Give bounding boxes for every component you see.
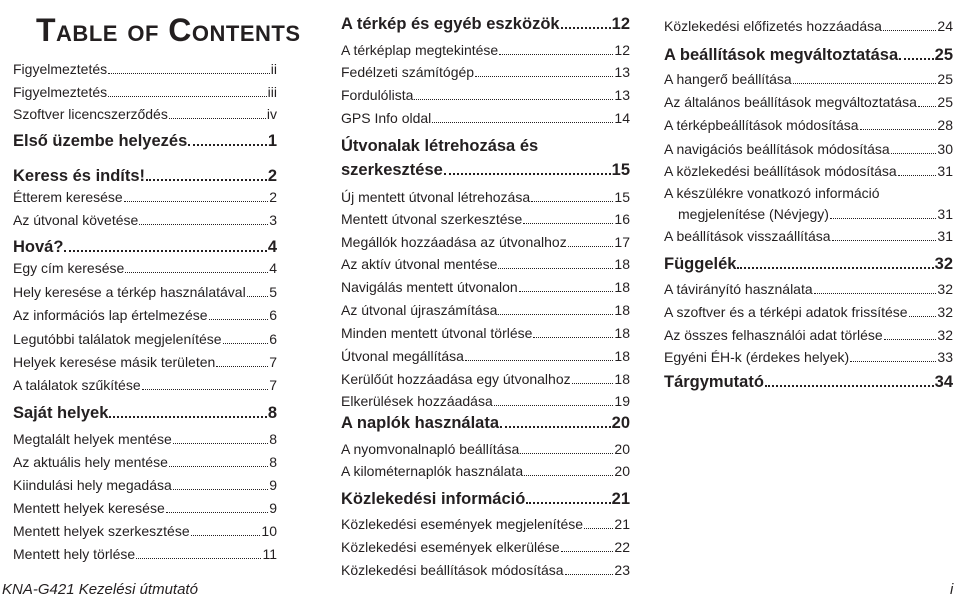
toc-page-number: 12 bbox=[614, 42, 630, 58]
toc-entry-title: A térképlap megtekintése bbox=[341, 42, 499, 58]
dot-leader bbox=[523, 223, 613, 224]
toc-page-number: 24 bbox=[937, 18, 953, 34]
dot-leader bbox=[883, 30, 937, 31]
toc-entry-title: Mentett helyek szerkesztése bbox=[13, 523, 190, 539]
toc-entry-title: Az összes felhasználói adat törlése bbox=[664, 327, 883, 343]
toc-page-number: 20 bbox=[614, 441, 630, 457]
toc-page-number: 20 bbox=[611, 414, 630, 432]
toc-page-number: 20 bbox=[614, 463, 630, 479]
dot-leader bbox=[884, 339, 937, 340]
toc-entry-title: Új mentett útvonal létrehozása bbox=[341, 189, 531, 205]
dot-leader bbox=[166, 512, 268, 513]
dot-leader bbox=[526, 502, 610, 504]
toc-section-entry[interactable] bbox=[13, 307, 277, 324]
toc-entry-title: Legutóbbi találatok megjelenítése bbox=[13, 331, 222, 347]
toc-entry-title: Közlekedési információ bbox=[341, 490, 526, 508]
toc-page-number: 21 bbox=[614, 516, 630, 532]
toc-section-entry[interactable] bbox=[664, 163, 953, 180]
toc-entry-title: A navigációs beállítások módosítása bbox=[664, 141, 890, 157]
footer-manual-title: KNA-G421 Kezelési útmutató bbox=[2, 581, 198, 598]
toc-page-number: 9 bbox=[269, 477, 277, 493]
toc-section-entry[interactable] bbox=[341, 87, 630, 104]
toc-section-entry[interactable] bbox=[13, 284, 277, 301]
toc-page-number: 31 bbox=[937, 228, 953, 244]
toc-entry-title: Kerülőút hozzáadása egy útvonalhoz bbox=[341, 371, 571, 387]
dot-leader bbox=[524, 475, 613, 476]
toc-section-entry[interactable] bbox=[341, 302, 630, 319]
toc-section-entry[interactable] bbox=[341, 393, 630, 410]
toc-page-number: 33 bbox=[937, 349, 953, 365]
toc-section-entry[interactable] bbox=[13, 500, 277, 517]
dot-leader bbox=[584, 528, 613, 529]
toc-page-number: ii bbox=[270, 61, 277, 77]
toc-section-entry[interactable] bbox=[13, 212, 277, 229]
toc-section-entry[interactable] bbox=[341, 211, 630, 228]
dot-leader bbox=[173, 489, 268, 490]
toc-entry-title: Helyek keresése másik területen bbox=[13, 354, 216, 370]
dot-leader bbox=[475, 76, 613, 77]
toc-section-entry[interactable] bbox=[13, 260, 277, 277]
toc-section-entry[interactable] bbox=[13, 454, 277, 471]
toc-entry-title: A közlekedési beállítások módosítása bbox=[664, 163, 897, 179]
dot-leader bbox=[139, 224, 268, 225]
toc-entry-title: Minden mentett útvonal törlése bbox=[341, 325, 533, 341]
toc-entry-title: A beállítások megváltoztatása bbox=[664, 46, 899, 64]
toc-page-number: 11 bbox=[262, 546, 277, 562]
toc-page-number: 32 bbox=[937, 327, 953, 343]
dot-leader bbox=[444, 173, 611, 175]
toc-entry-title: Elkerülések hozzáadása bbox=[341, 393, 493, 409]
dot-leader bbox=[499, 54, 613, 55]
dot-leader bbox=[209, 319, 269, 320]
toc-chapter-entry[interactable] bbox=[13, 238, 277, 257]
toc-page-number: 30 bbox=[937, 141, 953, 157]
toc-page-number: 12 bbox=[611, 15, 630, 33]
toc-page-number: 18 bbox=[614, 325, 630, 341]
toc-section-entry[interactable] bbox=[341, 110, 630, 127]
toc-section-entry[interactable] bbox=[341, 256, 630, 273]
toc-section-entry[interactable] bbox=[341, 189, 630, 206]
toc-page-number: 18 bbox=[614, 302, 630, 318]
toc-entry-title: Keress és indíts! bbox=[13, 167, 146, 185]
toc-chapter-entry[interactable] bbox=[13, 404, 277, 423]
toc-entry-title: megjelenítése (Névjegy) bbox=[678, 206, 829, 222]
toc-chapter-entry[interactable] bbox=[341, 161, 630, 180]
dot-leader bbox=[494, 405, 614, 406]
toc-entry-title: Figyelmeztetés bbox=[13, 84, 108, 100]
toc-page-number: 31 bbox=[937, 163, 953, 179]
toc-page-number: 1 bbox=[267, 132, 277, 150]
toc-page-number: 8 bbox=[269, 454, 277, 470]
toc-section-entry[interactable] bbox=[341, 539, 630, 556]
dot-leader bbox=[188, 144, 267, 146]
dot-leader bbox=[108, 96, 267, 97]
toc-entry-title: Egy cím keresése bbox=[13, 260, 125, 276]
toc-section-entry[interactable] bbox=[13, 354, 277, 371]
toc-entry-title: Az aktív útvonal mentése bbox=[341, 256, 498, 272]
toc-page-number: 22 bbox=[614, 539, 630, 555]
toc-page-number: 14 bbox=[614, 110, 630, 126]
dot-leader bbox=[737, 267, 933, 269]
toc-page-number: 32 bbox=[937, 281, 953, 297]
toc-entry-title: Mentett hely törlése bbox=[13, 546, 136, 562]
toc-entry-title: Kiindulási hely megadása bbox=[13, 477, 172, 493]
dot-leader bbox=[125, 272, 268, 273]
toc-section-entry[interactable] bbox=[341, 325, 630, 342]
dot-leader bbox=[109, 416, 266, 418]
toc-entry-title: Tárgymutató bbox=[664, 373, 764, 391]
toc-chapter-entry[interactable] bbox=[664, 255, 953, 274]
dot-leader bbox=[432, 122, 613, 123]
toc-entry-title: A naplók használata bbox=[341, 414, 500, 432]
toc-entry-title: Az általános beállítások megváltoztatása bbox=[664, 94, 917, 110]
dot-leader bbox=[146, 179, 267, 181]
toc-entry-title: A beállítások visszaállítása bbox=[664, 228, 831, 244]
toc-section-entry[interactable] bbox=[341, 441, 630, 458]
toc-entry-title: Az útvonal követése bbox=[13, 212, 139, 228]
toc-section-entry[interactable] bbox=[664, 94, 953, 111]
toc-section-entry[interactable] bbox=[664, 228, 953, 245]
toc-page-number: 31 bbox=[937, 206, 953, 222]
toc-entry-text[interactable]: A készülékre vonatkozó információ bbox=[664, 185, 880, 201]
toc-entry-title: A hangerő beállítása bbox=[664, 71, 792, 87]
toc-section-entry[interactable] bbox=[341, 562, 630, 579]
toc-page-number: 25 bbox=[937, 94, 953, 110]
toc-entry-title: Hová? bbox=[13, 238, 64, 256]
toc-chapter-entry[interactable] bbox=[13, 167, 277, 186]
toc-entry-title: Közlekedési események megjelenítése bbox=[341, 516, 584, 532]
dot-leader bbox=[572, 383, 614, 384]
toc-entry-title: Saját helyek bbox=[13, 404, 109, 422]
toc-entry-text[interactable]: Útvonalak létrehozása és bbox=[341, 137, 539, 155]
toc-page-number: iii bbox=[267, 84, 277, 100]
dot-leader bbox=[899, 58, 933, 60]
toc-page-number: 13 bbox=[614, 64, 630, 80]
dot-leader bbox=[465, 360, 613, 361]
dot-leader bbox=[832, 240, 937, 241]
dot-leader bbox=[520, 453, 613, 454]
toc-page-number: 23 bbox=[614, 562, 630, 578]
toc-entry-title: Navigálás mentett útvonalon bbox=[341, 279, 518, 295]
toc-entry-title: Fordulólista bbox=[341, 87, 414, 103]
toc-page-number: 21 bbox=[611, 490, 630, 508]
toc-section-entry[interactable] bbox=[13, 546, 277, 563]
toc-section-entry[interactable] bbox=[13, 431, 277, 448]
toc-section-entry[interactable] bbox=[664, 327, 953, 344]
toc-section-entry[interactable] bbox=[341, 279, 630, 296]
dot-leader bbox=[533, 337, 613, 338]
toc-entry-title: Fedélzeti számítógép bbox=[341, 64, 475, 80]
dot-leader bbox=[565, 574, 614, 575]
toc-page-number: 2 bbox=[267, 167, 277, 185]
toc-section-entry[interactable] bbox=[13, 106, 277, 123]
toc-page-number: 18 bbox=[614, 256, 630, 272]
toc-page-number: 4 bbox=[269, 260, 277, 276]
toc-entry-title: Hely keresése a térkép használatával bbox=[13, 284, 246, 300]
toc-entry-title: A nyomvonalnapló beállítása bbox=[341, 441, 520, 457]
dot-leader bbox=[169, 466, 268, 467]
dot-leader bbox=[142, 389, 269, 390]
toc-section-entry[interactable] bbox=[341, 463, 630, 480]
dot-leader bbox=[519, 291, 614, 292]
dot-leader bbox=[136, 558, 261, 559]
toc-page-number: 6 bbox=[269, 307, 277, 323]
toc-page-number: 15 bbox=[611, 161, 630, 179]
dot-leader bbox=[830, 218, 936, 219]
dot-leader bbox=[498, 268, 613, 269]
dot-leader bbox=[414, 99, 613, 100]
toc-entry-title: Az útvonal újraszámítása bbox=[341, 302, 498, 318]
toc-entry-title: Függelék bbox=[664, 255, 737, 273]
toc-page-number: 10 bbox=[261, 523, 277, 539]
toc-entry-title: Egyéni ÉH-k (érdekes helyek) bbox=[664, 349, 850, 365]
toc-chapter-entry[interactable] bbox=[341, 490, 630, 509]
dot-leader bbox=[909, 316, 937, 317]
dot-leader bbox=[860, 129, 937, 130]
toc-section-entry[interactable] bbox=[664, 18, 953, 35]
toc-page-number: 6 bbox=[269, 331, 277, 347]
dot-leader bbox=[561, 551, 614, 552]
toc-page-number: 7 bbox=[269, 377, 277, 393]
toc-page-number: 5 bbox=[269, 284, 277, 300]
toc-chapter-entry[interactable] bbox=[13, 132, 277, 151]
toc-section-entry[interactable] bbox=[664, 281, 953, 298]
toc-section-entry[interactable] bbox=[341, 371, 630, 388]
toc-chapter-entry[interactable] bbox=[664, 46, 953, 65]
toc-page-number: 16 bbox=[614, 211, 630, 227]
toc-page-number: 34 bbox=[934, 373, 953, 391]
dot-leader bbox=[898, 175, 937, 176]
toc-page-number: 25 bbox=[934, 46, 953, 64]
toc-page-number: 8 bbox=[269, 431, 277, 447]
toc-entry-title: szerkesztése bbox=[341, 161, 443, 179]
toc-page-number: 18 bbox=[614, 279, 630, 295]
toc-page-number: 17 bbox=[614, 234, 630, 250]
toc-section-entry[interactable] bbox=[341, 348, 630, 365]
toc-entry-title: Közlekedési beállítások módosítása bbox=[341, 562, 564, 578]
toc-chapter-entry[interactable] bbox=[341, 15, 630, 34]
toc-section-entry[interactable] bbox=[13, 61, 277, 78]
toc-page-number: 7 bbox=[269, 354, 277, 370]
dot-leader bbox=[918, 106, 936, 107]
toc-page-number: iv bbox=[266, 106, 277, 122]
toc-section-entry[interactable] bbox=[13, 523, 277, 540]
toc-section-entry[interactable] bbox=[341, 234, 630, 251]
toc-entry-title: A találatok szűkítése bbox=[13, 377, 141, 393]
toc-entry-title: Szoftver licencszerződés bbox=[13, 106, 168, 122]
toc-section-entry[interactable] bbox=[678, 206, 953, 223]
dot-leader bbox=[247, 296, 269, 297]
toc-page-number: 28 bbox=[937, 117, 953, 133]
toc-page-number: 2 bbox=[269, 189, 277, 205]
toc-page-number: 13 bbox=[614, 87, 630, 103]
toc-section-entry[interactable] bbox=[341, 42, 630, 59]
toc-page-number: 32 bbox=[937, 304, 953, 320]
dot-leader bbox=[191, 535, 261, 536]
toc-page-number: 8 bbox=[267, 404, 277, 422]
toc-entry-title: A szoftver és a térképi adatok frissítése bbox=[664, 304, 908, 320]
toc-section-entry[interactable] bbox=[664, 141, 953, 158]
dot-leader bbox=[223, 343, 269, 344]
toc-page-number: 18 bbox=[614, 371, 630, 387]
toc-entry-title: A kilométernaplók használata bbox=[341, 463, 524, 479]
dot-leader bbox=[814, 293, 937, 294]
dot-leader bbox=[500, 426, 611, 428]
toc-entry-title: Első üzembe helyezés bbox=[13, 132, 188, 150]
toc-entry-title: Az aktuális hely mentése bbox=[13, 454, 168, 470]
toc-entry-title: Megtalált helyek mentése bbox=[13, 431, 172, 447]
dot-leader bbox=[108, 73, 270, 74]
toc-section-entry[interactable] bbox=[13, 189, 277, 206]
toc-entry-title: A térképbeállítások módosítása bbox=[664, 117, 859, 133]
toc-entry-title: Mentett helyek keresése bbox=[13, 500, 165, 516]
dot-leader bbox=[568, 246, 614, 247]
toc-section-entry[interactable] bbox=[664, 349, 953, 366]
footer-page-number: i bbox=[950, 581, 954, 598]
toc-section-entry[interactable] bbox=[13, 377, 277, 394]
toc-entry-title: Figyelmeztetés bbox=[13, 61, 108, 77]
toc-entry-title: Útvonal megállítása bbox=[341, 348, 464, 364]
toc-section-entry[interactable] bbox=[13, 331, 277, 348]
toc-section-entry[interactable] bbox=[13, 477, 277, 494]
toc-section-entry[interactable] bbox=[664, 117, 953, 134]
dot-leader bbox=[765, 385, 934, 387]
toc-page-number: 4 bbox=[267, 238, 277, 256]
toc-section-entry[interactable] bbox=[13, 84, 277, 101]
toc-section-entry[interactable] bbox=[341, 64, 630, 81]
toc-page-number: 9 bbox=[269, 500, 277, 516]
dot-leader bbox=[531, 201, 613, 202]
dot-leader bbox=[891, 153, 937, 154]
toc-entry-title: GPS Info oldal bbox=[341, 110, 432, 126]
toc-title: Table of Contents bbox=[36, 12, 301, 48]
toc-entry-title: Étterem keresése bbox=[13, 189, 123, 205]
dot-leader bbox=[498, 314, 613, 315]
dot-leader bbox=[561, 27, 611, 29]
dot-leader bbox=[173, 443, 268, 444]
toc-page-number: 3 bbox=[269, 212, 277, 228]
toc-entry-title: A távirányító használata bbox=[664, 281, 813, 297]
toc-section-entry[interactable] bbox=[664, 304, 953, 321]
toc-entry-title: Közlekedési előfizetés hozzáadása bbox=[664, 18, 882, 34]
toc-entry-title: Közlekedési események elkerülése bbox=[341, 539, 560, 555]
toc-page-number: 32 bbox=[934, 255, 953, 273]
toc-section-entry[interactable] bbox=[341, 516, 630, 533]
dot-leader bbox=[216, 366, 268, 367]
toc-entry-title: A térkép és egyéb eszközök bbox=[341, 15, 560, 33]
dot-leader bbox=[793, 83, 937, 84]
toc-entry-title: Megállók hozzáadása az útvonalhoz bbox=[341, 234, 567, 250]
dot-leader bbox=[169, 118, 266, 119]
toc-page-number: 25 bbox=[937, 71, 953, 87]
toc-page-number: 19 bbox=[614, 393, 630, 409]
toc-chapter-entry[interactable] bbox=[664, 373, 953, 392]
toc-chapter-entry[interactable] bbox=[341, 414, 630, 433]
dot-leader bbox=[64, 250, 266, 252]
dot-leader bbox=[850, 361, 936, 362]
toc-entry-title: Az információs lap értelmezése bbox=[13, 307, 208, 323]
toc-section-entry[interactable] bbox=[664, 71, 953, 88]
toc-page-number: 18 bbox=[614, 348, 630, 364]
dot-leader bbox=[124, 201, 268, 202]
toc-entry-title: Mentett útvonal szerkesztése bbox=[341, 211, 523, 227]
toc-page-number: 15 bbox=[614, 189, 630, 205]
